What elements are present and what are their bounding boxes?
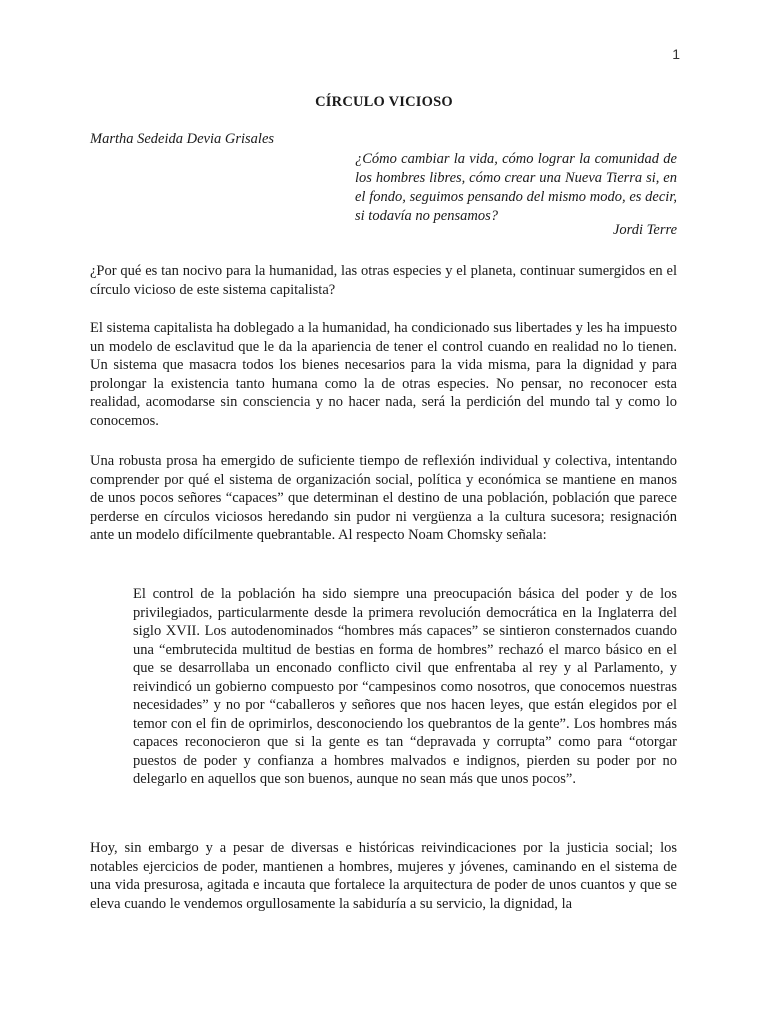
paragraph-today: Hoy, sin embargo y a pesar de diversas e históricas reivindicaciones por la justicia social; los notables ejercicios de poder, mantienen a hombres, mujeres y jóvenes, caminando en el sistema de una vida presurosa, agitada e incauta que fortalece la arquitectura de poder de unos cuantos y que se eleva cuando le vendemos orgullosamente la sabiduría a su servicio, la dignidad, la — [90, 840, 677, 912]
epigraph-attribution: Jordi Terre — [612, 222, 677, 238]
epigraph-quote: ¿Cómo cambiar la vida, cómo lograr la comunidad de los hombres libres, cómo crear una Nueva Tierra si, en el fondo, seguimos pensando del mismo modo, es decir, si todavía no pensamos? — [355, 151, 677, 224]
paragraph-capitalist-system: El sistema capitalista ha doblegado a la humanidad, ha condicionado sus libertades y les ha impuesto un modelo de esclavitud que le da la apariencia de tener el control cuando en realidad no lo tienen. Un sistema que masacra todos los bienes necesarios para la vida misma, para la dignidad y para prolongar la existencia tanto humana como la de otras especies. No pensar, no reconocer esta realidad, acomodarse sin consciencia y no hacer nada, será la perdición del mundo tal y como lo conocemos. — [90, 320, 677, 429]
block-quote-chomsky: El control de la población ha sido siempre una preocupación básica del poder y de los privilegiados, particularmente desde la primera revolución democrática en la Inglaterra del siglo XVII. Los autodenominados “hombres más capaces” se sintieron consternados cuando una “embrutecida multitud de bestias en forma de hombres” rechazó el marco básico en el que se desarrollaba un enconado conflicto civil que enfrentaba al rey y al Parlamento, y reivindicó un gobierno compuesto por “campesinos como nosotros, que conocemos nuestras necesidades” y no por “caballeros y señores que nos hacen leyes, que están elegidos por el temor con el fin de oprimirlos, desconociendo los quebrantos de la gente”. Los hombres más capaces reconocieron que si la gente es tan “depravada y corrupta” como para “otorgar puestos de poder y confianza a hombres malvados e indignos, pierden su poder por no delegarlo en aquellos que son buenos, aunque no sean más que unos pocos”. — [133, 586, 677, 787]
paragraph-reflection: Una robusta prosa ha emergido de suficiente tiempo de reflexión individual y colectiva, intentando comprender por qué el sistema de organización social, política y económica se mantiene en manos de unos pocos señores “capaces” que determinan el destino de una población, población que parece perderse en círculos viciosos heredando sin pudor ni vergüenza a la cultura sucesora; resignación ante un modelo difícilmente quebrantable. Al respecto Noam Chomsky señala: — [90, 453, 677, 543]
paragraph-question: ¿Por qué es tan nocivo para la humanidad, las otras especies y el planeta, continuar sumergidos en el círculo vicioso de este sistema capitalista? — [90, 263, 677, 298]
author-name: Martha Sedeida Devia Grisales — [90, 131, 275, 147]
document-title: CÍRCULO VICIOSO — [315, 94, 453, 110]
page-number: 1 — [672, 46, 680, 62]
